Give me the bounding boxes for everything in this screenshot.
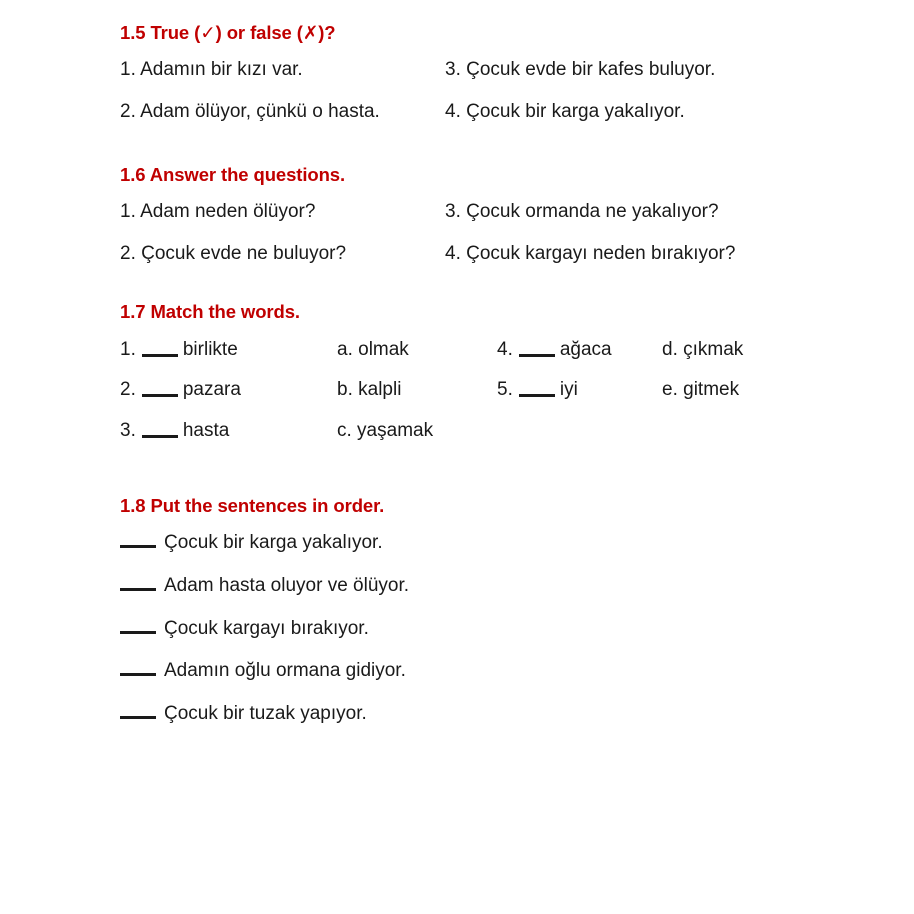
- match-blank-input[interactable]: [142, 354, 178, 357]
- question-1-6-2: 2. Çocuk evde ne buluyor?: [120, 242, 347, 264]
- match-option-d: d. çıkmak: [662, 338, 744, 360]
- order-blank-input[interactable]: [120, 588, 156, 591]
- match-row: [120, 419, 874, 443]
- match-option-a: a. olmak: [337, 338, 409, 360]
- match-number: 4.: [497, 338, 513, 360]
- match-option-e: e. gitmek: [662, 379, 740, 401]
- match-row: [120, 378, 874, 402]
- match-item-5: [497, 378, 662, 402]
- match-number: 1.: [120, 338, 136, 360]
- order-blank-input[interactable]: [120, 631, 156, 634]
- match-item-4: [497, 338, 662, 362]
- order-sentence: Adamın oğlu ormana gidiyor.: [164, 660, 406, 682]
- match-number: 5.: [497, 379, 513, 401]
- match-option-c: c. yaşamak: [337, 420, 434, 442]
- match-blank-input[interactable]: [519, 394, 555, 397]
- exercise-row: [120, 100, 874, 124]
- order-sentence: Çocuk kargayı bırakıyor.: [164, 617, 369, 639]
- section-1-8: [120, 495, 874, 726]
- match-word: pazara: [182, 379, 241, 401]
- question-1-5-4: 4. Çocuk bir karga yakalıyor.: [445, 100, 685, 122]
- match-word: ağaca: [559, 338, 612, 360]
- match-blank-input[interactable]: [142, 435, 178, 438]
- order-sentence: Adam hasta oluyor ve ölüyor.: [164, 574, 410, 596]
- match-number: 3.: [120, 420, 136, 442]
- match-number: 2.: [120, 379, 136, 401]
- section-1-8-heading: 1.8 Put the sentences in order.: [120, 494, 385, 516]
- question-1-5-3: 3. Çocuk evde bir kafes buluyor.: [445, 59, 716, 81]
- section-1-5: [120, 22, 874, 124]
- section-spacer: [120, 443, 874, 495]
- section-spacer: [120, 124, 874, 164]
- match-word: hasta: [182, 420, 230, 442]
- match-item-1: [120, 338, 337, 362]
- order-blank-input[interactable]: [120, 673, 156, 676]
- question-1-6-1: 1. Adam neden ölüyor?: [120, 200, 316, 222]
- exercise-row: [120, 242, 874, 266]
- question-1-6-3: 3. Çocuk ormanda ne yakalıyor?: [445, 200, 719, 222]
- match-word: iyi: [559, 379, 578, 401]
- order-sentence: Çocuk bir karga yakalıyor.: [164, 532, 383, 553]
- order-sentence: Çocuk bir tuzak yapıyor.: [164, 703, 367, 724]
- match-option-b: b. kalpli: [337, 379, 402, 401]
- section-1-6: [120, 164, 874, 266]
- match-item-2: [120, 378, 337, 402]
- order-blank-input[interactable]: [120, 545, 156, 548]
- section-1-7-heading: 1.7 Match the words.: [120, 301, 300, 323]
- order-row: [120, 531, 874, 555]
- question-1-5-2: 2. Adam ölüyor, çünkü o hasta.: [120, 100, 380, 122]
- order-row: [120, 617, 874, 641]
- order-row: [120, 702, 874, 726]
- question-1-6-4: 4. Çocuk kargayı neden bırakıyor?: [445, 242, 736, 264]
- match-word: birlikte: [182, 338, 238, 360]
- match-item-3: [120, 419, 337, 443]
- order-row: [120, 574, 874, 598]
- order-blank-input[interactable]: [120, 716, 156, 719]
- section-1-6-heading: 1.6 Answer the questions.: [120, 163, 346, 185]
- match-blank-input[interactable]: [142, 394, 178, 397]
- section-1-5-heading: 1.5 True (✓) or false (✗)?: [120, 22, 336, 43]
- question-1-5-1: 1. Adamın bir kızı var.: [120, 59, 303, 81]
- order-row: [120, 659, 874, 683]
- exercise-row: [120, 58, 874, 82]
- match-blank-input[interactable]: [519, 354, 555, 357]
- match-row: [120, 338, 874, 362]
- section-spacer: [120, 265, 874, 301]
- exercise-row: [120, 200, 874, 224]
- section-1-7: [120, 301, 874, 442]
